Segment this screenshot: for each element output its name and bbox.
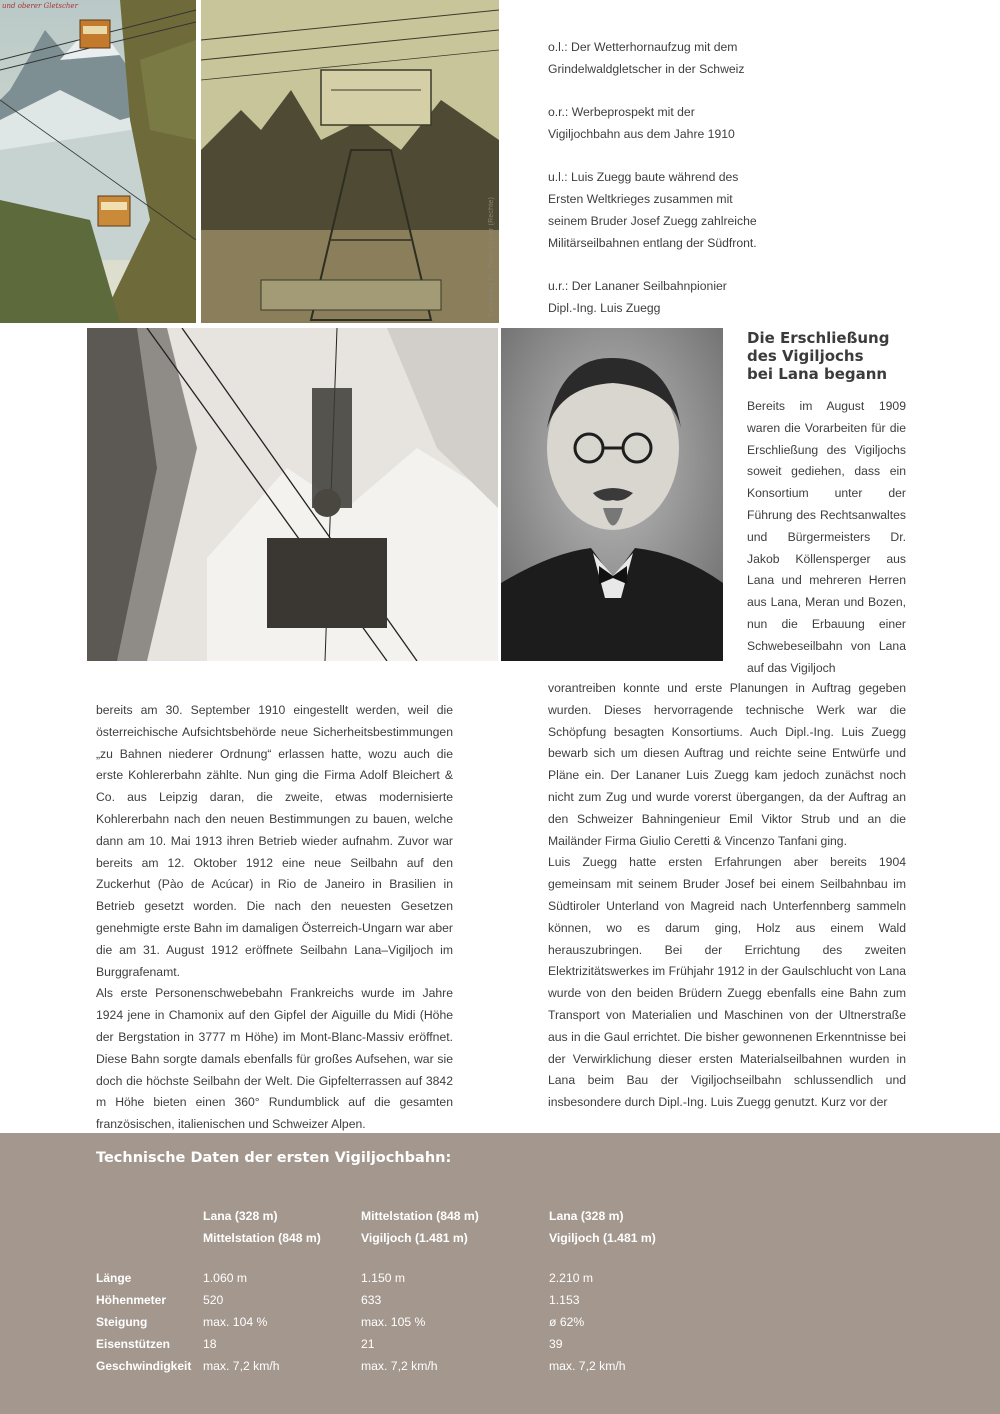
row-label-eisenstuetzen: Eisenstützen — [96, 1337, 171, 1351]
column-to: Vigiljoch (1.481 m) — [361, 1231, 468, 1245]
table-cell: 1.060 m — [203, 1271, 248, 1285]
caption-line: Militärseilbahnen entlang der Südfront. — [548, 236, 757, 250]
table-cell: ø 62% — [549, 1315, 585, 1329]
paragraph: vorantreiben konnte und erste Planungen in Auftrag gegeben wurden. Dieses hervorragende technische Werk war die Schöpfung besagten Konsortiums. Auch Dipl.-Ing. Luis Zuegg bewarb sich um diesen Auftrag und reichte seine Entwürfe und Pläne ein. Der Lananer Luis Zuegg kam jedoch zunächst noch nicht zum Zug und wurde vorerst übergangen, da der Auftrag an den Schweizer Bahningenieur Emil Viktor Strub und an die Mailänder Firma Giulio Ceretti & Vincenzo Tanfani ging. — [548, 681, 906, 848]
paragraph: Bereits im August 1909 waren die Vorarbeiten für die Erschließung des Vigiljochs soweit gediehen, dass ein Konsortium unter der Führung des Rechtsanwaltes und Bürgermeisters Dr. Jakob Köllensperger aus Lana und mehreren Herren aus Lana, Meran und Bozen, nun die Erbauung einer Schwebeseilbahn von Lana auf das Vigiljoch — [747, 399, 906, 675]
row-label-laenge: Länge — [96, 1271, 132, 1285]
photo-luis-zuegg-portrait — [501, 328, 723, 661]
table-cell: 1.153 — [549, 1293, 580, 1307]
caption-top-left — [548, 36, 968, 80]
caption-line: u.r.: Der Lananer Seilbahnpionier — [548, 279, 727, 293]
column-to: Mittelstation (848 m) — [203, 1231, 321, 1245]
caption-line: o.l.: Der Wetterhornaufzug mit dem — [548, 40, 738, 54]
table-cell: 1.150 m — [361, 1271, 406, 1285]
technical-data-title: Technische Daten der ersten Vigiljochbahn: — [96, 1150, 452, 1166]
article-intro-text — [747, 396, 906, 679]
caption-bottom-left — [548, 166, 968, 254]
table-cell: 2.210 m — [549, 1271, 594, 1285]
column-header — [203, 1205, 321, 1249]
column-header — [361, 1205, 479, 1249]
table-cell: max. 7,2 km/h — [203, 1359, 280, 1373]
caption-line: o.r.: Werbeprospekt mit der — [548, 105, 695, 119]
article-left-column — [96, 700, 453, 1136]
table-cell: 520 — [203, 1293, 224, 1307]
paragraph: bereits am 30. September 1910 eingestellt werden, weil die österreichische Aufsichtsbehörde neue Sicherheitsbestimmungen „zu Bahnen niederer Ordnung“ erlassen hatte, wozu auch die erste Kohlererbahn zählte. Nun ging die Firma Adolf Bleichert & Co. aus Leipzig daran, die zweite, etwas modernisierte Kohlererbahn nach den neuen Bestimmungen zu bauen, welche dann am 10. Mai 1913 ihren Betrieb wieder aufnahm. Zuvor war bereits am 12. Oktober 1912 eine neue Seilbahn auf den Zuckerhut (Pào de Acúcar) in Rio de Janeiro in Brasilien in Betrieb gesetzt worden. Die nach den neuesten Gesetzen genehmigte erste Bahn im damaligen Österreich-Ungarn war aber die am 31. August 1912 eröffnete Seilbahn Lana–Vigiljoch im Burggrafenamt. — [96, 703, 453, 979]
article-right-column — [548, 678, 906, 1114]
svg-text:und oberer Gletscher: und oberer Gletscher — [2, 2, 78, 10]
photo-captions — [548, 36, 968, 340]
table-cell: max. 105 % — [361, 1315, 426, 1329]
caption-top-right — [548, 101, 968, 145]
caption-line: u.l.: Luis Zuegg baute während des — [548, 170, 739, 184]
technical-data-box — [0, 1133, 1000, 1414]
table-cell: max. 7,2 km/h — [549, 1359, 626, 1373]
row-label-geschwindigkeit: Geschwindigkeit — [96, 1359, 192, 1373]
table-cell: 633 — [361, 1293, 382, 1307]
photo-vigiljoch-advert-1910 — [201, 0, 499, 323]
caption-line: Grindelwaldgletscher in der Schweiz — [548, 62, 745, 76]
column-from: Mittelstation (848 m) — [361, 1209, 479, 1223]
column-from: Lana (328 m) — [549, 1209, 624, 1223]
heading-line: Die Erschließung — [747, 329, 890, 347]
caption-line: seinem Bruder Josef Zuegg zahlreiche — [548, 214, 757, 228]
paragraph: Als erste Personenschwebebahn Frankreichs wurde im Jahre 1924 jene in Chamonix auf den Gipfel der Aiguille du Midi (Höhe der Bergstation in 3777 m Höhe) im Mont-Blanc-Massiv eröffnet. Diese Bahn sorgte damals ebenfalls für großes Aufsehen, war sie doch die höchste Seilbahn der Welt. Die Gipfelterrassen auf 3842 m Höhe bieten einen 360° Rundumblick auf die gesamten französischen, italienischen und Schweizer Alpen. — [96, 986, 453, 1132]
row-label-steigung: Steigung — [96, 1315, 148, 1329]
table-cell: 18 — [203, 1337, 217, 1351]
column-to: Vigiljoch (1.481 m) — [549, 1231, 656, 1245]
caption-line: Ersten Weltkrieges zusammen mit — [548, 192, 733, 206]
photo-military-cablecar — [87, 328, 498, 661]
heading-line: des Vigiljochs — [747, 347, 864, 365]
table-cell: max. 7,2 km/h — [361, 1359, 438, 1373]
column-header — [549, 1205, 656, 1249]
table-cell: 39 — [549, 1337, 563, 1351]
column-from: Lana (328 m) — [203, 1209, 278, 1223]
caption-line: Dipl.-Ing. Luis Zuegg — [548, 301, 661, 315]
caption-line: Vigiljochbahn aus dem Jahre 1910 — [548, 127, 735, 141]
photo-credit: Sammlung Dr. Peter Ortner (Rechte) — [488, 196, 495, 317]
photo-wetterhorn-lift — [0, 0, 196, 323]
row-label-hoehenmeter: Höhenmeter — [96, 1293, 167, 1307]
article-heading — [747, 329, 967, 383]
table-cell: 21 — [361, 1337, 375, 1351]
table-cell: max. 104 % — [203, 1315, 268, 1329]
heading-line: bei Lana begann — [747, 365, 888, 383]
paragraph: Luis Zuegg hatte ersten Erfahrungen aber bereits 1904 gemeinsam mit seinem Bruder Josef bei einem Seilbahnbau im Südtiroler Unterland von Magreid nach Unterfennberg sammeln können, wo es darum ging, Holz aus einem Wald herauszubringen. Bei der Errichtung des zweiten Elektrizitätswerkes im Frühjahr 1912 in der Gaulschlucht von Lana wurde von den beiden Brüdern Zuegg ebenfalls eine Bahn zum Transport von Materialien und Maschinen von der Ultnerstraße aus in die Gaul errichtet. Die bisher gewonnenen Erkenntnisse bei der Verwirklichung dieser ersten Materialseilbahnen wurden in Lana beim Bau der Vigiljochseilbahn schlussendlich und insbesondere durch Dipl.-Ing. Luis Zuegg genutzt. Kurz vor der — [548, 855, 906, 1110]
caption-bottom-right — [548, 275, 968, 319]
